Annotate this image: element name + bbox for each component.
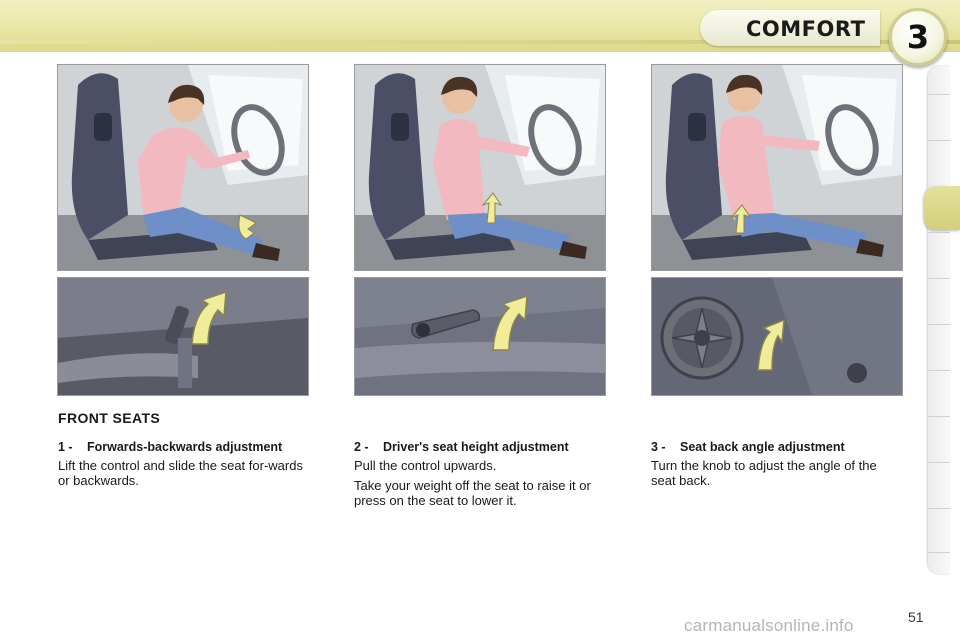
illustration-seat-height xyxy=(354,64,606,271)
tab-divider xyxy=(928,324,950,325)
closeup-forwards-backwards-lever xyxy=(57,277,309,396)
instruction-number: 1 - xyxy=(58,440,73,454)
instruction-text: Turn the knob to adjust the angle of the seat back. xyxy=(651,458,877,488)
illustration-seat-back xyxy=(651,64,903,271)
seat-illustration-3 xyxy=(652,65,902,270)
instruction-column-1 xyxy=(58,440,308,493)
tab-divider xyxy=(928,462,950,463)
closeup-seat-back-knob xyxy=(651,277,903,396)
chapter-number: 3 xyxy=(906,18,930,56)
tab-divider xyxy=(928,94,950,95)
lever-closeup-2 xyxy=(355,278,605,395)
tab-divider xyxy=(928,552,950,553)
illustration-forwards-backwards xyxy=(57,64,309,271)
tab-divider xyxy=(928,416,950,417)
instruction-number: 3 - xyxy=(651,440,666,454)
instruction-title: Seat back angle adjustment xyxy=(680,440,845,454)
tab-divider xyxy=(928,508,950,509)
chapter-tabs xyxy=(928,66,950,574)
watermark: carmanualsonline.info xyxy=(684,616,854,635)
instruction-text: Pull the control upwards. xyxy=(354,458,497,473)
section-title xyxy=(700,10,880,46)
page-number: 51 xyxy=(908,609,924,625)
instruction-header xyxy=(58,440,308,454)
active-chapter-tab[interactable] xyxy=(924,186,960,230)
section-heading: FRONT SEATS xyxy=(58,410,161,426)
seat-illustration-1 xyxy=(58,65,308,270)
instruction-text: Take your weight off the seat to raise it or press on the seat to lower it. xyxy=(354,478,591,508)
tab-divider xyxy=(928,140,950,141)
tab-divider xyxy=(928,370,950,371)
instruction-column-3 xyxy=(651,440,901,493)
instruction-column-2 xyxy=(354,440,604,513)
tab-divider xyxy=(928,232,950,233)
section-title-text: COMFORT xyxy=(746,17,866,41)
tab-divider xyxy=(928,278,950,279)
seat-illustration-2 xyxy=(355,65,605,270)
instruction-header xyxy=(651,440,901,454)
instruction-header xyxy=(354,440,604,454)
instruction-number: 2 - xyxy=(354,440,369,454)
knob-closeup-3 xyxy=(652,278,902,395)
instruction-text: Lift the control and slide the seat for-wards or backwards. xyxy=(58,458,303,488)
lever-closeup-1 xyxy=(58,278,308,395)
chapter-badge xyxy=(889,8,947,66)
closeup-seat-height-lever xyxy=(354,277,606,396)
instruction-title: Driver's seat height adjustment xyxy=(383,440,569,454)
instruction-title: Forwards-backwards adjustment xyxy=(87,440,283,454)
